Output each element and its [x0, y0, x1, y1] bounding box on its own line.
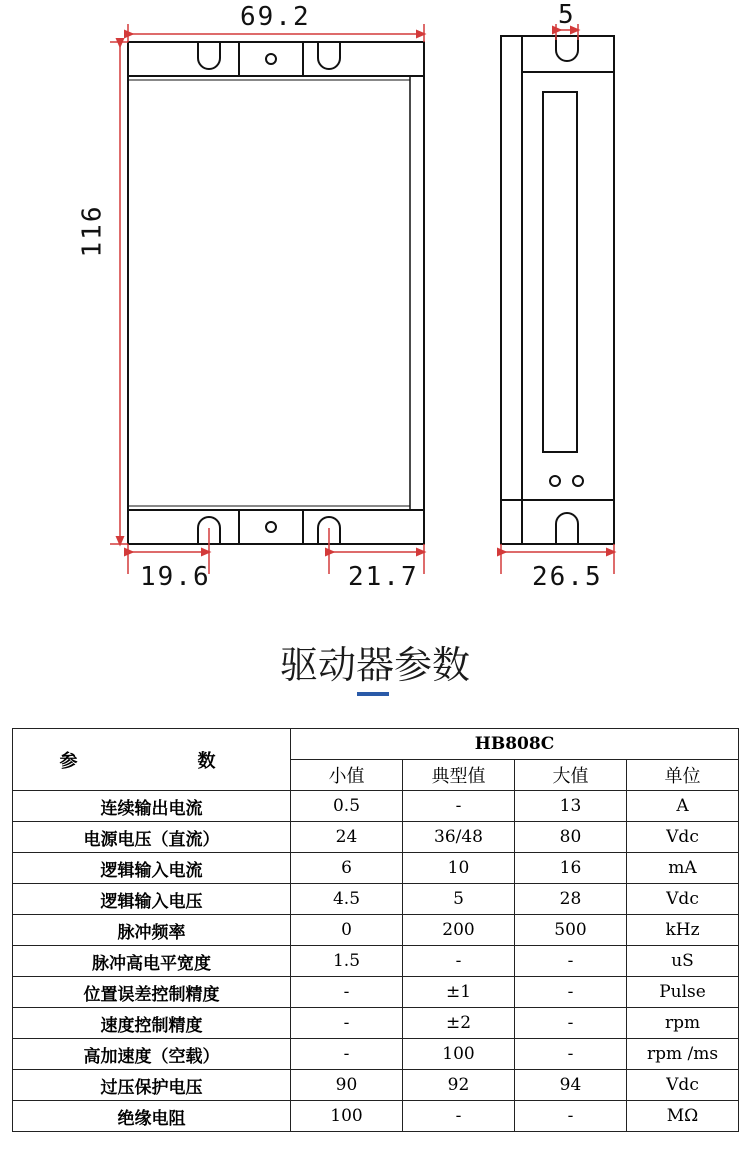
dimension-lines [110, 24, 614, 574]
table-row [13, 1101, 739, 1132]
subheader-max: 大值 [515, 760, 627, 791]
param-name-cell: 位置误差控制精度 [13, 977, 291, 1008]
param-name-cell: 连续输出电流 [13, 791, 291, 822]
bottom-mounting-tab [239, 510, 303, 544]
min-cell: 0.5 [291, 791, 403, 822]
dimension-height-label: 116 [77, 204, 108, 258]
param-name-cell: 逻辑输入电压 [13, 884, 291, 915]
table-row [13, 915, 739, 946]
unit-cell: rpm /ms [627, 1039, 739, 1070]
table-row [13, 1008, 739, 1039]
front-view [128, 42, 424, 544]
typ-cell: - [403, 946, 515, 977]
typ-cell: ±2 [403, 1008, 515, 1039]
param-name-cell: 过压保护电压 [13, 1070, 291, 1101]
side-bottom-slot [556, 513, 578, 544]
table-row [13, 853, 739, 884]
typ-cell: 100 [403, 1039, 515, 1070]
dimension-slot-label: 5 [558, 0, 576, 30]
min-cell: - [291, 1039, 403, 1070]
unit-cell: rpm [627, 1008, 739, 1039]
param-name-cell: 速度控制精度 [13, 1008, 291, 1039]
min-cell: - [291, 977, 403, 1008]
max-cell: 500 [515, 915, 627, 946]
typ-cell: 10 [403, 853, 515, 884]
param-name-cell: 高加速度（空载） [13, 1039, 291, 1070]
max-cell: - [515, 1101, 627, 1132]
led-2 [573, 476, 583, 486]
model-header-cell: HB808C [291, 729, 739, 760]
unit-cell: MΩ [627, 1101, 739, 1132]
param-name-cell: 脉冲频率 [13, 915, 291, 946]
led-1 [550, 476, 560, 486]
table-row [13, 822, 739, 853]
side-outline [501, 36, 614, 544]
unit-cell: Vdc [627, 884, 739, 915]
top-mount-hole [266, 54, 276, 64]
unit-cell: Vdc [627, 1070, 739, 1101]
unit-cell: kHz [627, 915, 739, 946]
max-cell: - [515, 1008, 627, 1039]
table-row [13, 946, 739, 977]
min-cell: 4.5 [291, 884, 403, 915]
unit-cell: Vdc [627, 822, 739, 853]
typ-cell: 200 [403, 915, 515, 946]
max-cell: - [515, 946, 627, 977]
subheader-typ: 典型值 [403, 760, 515, 791]
dimension-bottom-right-label: 21.7 [348, 562, 419, 592]
table-header-row [13, 729, 739, 760]
table-row [13, 977, 739, 1008]
subheader-unit: 单位 [627, 760, 739, 791]
min-cell: 1.5 [291, 946, 403, 977]
dimension-bottom-left-label: 19.6 [140, 562, 211, 592]
dimension-width-label: 69.2 [240, 2, 311, 32]
param-name-cell: 绝缘电阻 [13, 1101, 291, 1132]
min-cell: 100 [291, 1101, 403, 1132]
spec-table [12, 728, 739, 1132]
top-mounting-tab [239, 42, 303, 76]
param-header-cell: 参 数 [13, 729, 291, 791]
top-right-slot [318, 42, 340, 69]
subheader-min: 小值 [291, 760, 403, 791]
side-view [501, 36, 614, 544]
typ-cell: 36/48 [403, 822, 515, 853]
side-top-slot [556, 36, 578, 61]
table-row [13, 791, 739, 822]
bottom-mount-hole [266, 522, 276, 532]
min-cell: - [291, 1008, 403, 1039]
dimension-depth-label: 26.5 [532, 562, 603, 592]
max-cell: - [515, 1039, 627, 1070]
min-cell: 24 [291, 822, 403, 853]
max-cell: 16 [515, 853, 627, 884]
unit-cell: mA [627, 853, 739, 884]
min-cell: 6 [291, 853, 403, 884]
typ-cell: ±1 [403, 977, 515, 1008]
title-underline [357, 692, 389, 696]
unit-cell: uS [627, 946, 739, 977]
table-row [13, 1039, 739, 1070]
typ-cell: 5 [403, 884, 515, 915]
top-left-slot [198, 42, 220, 69]
max-cell: 80 [515, 822, 627, 853]
min-cell: 90 [291, 1070, 403, 1101]
table-row [13, 1070, 739, 1101]
typ-cell: 92 [403, 1070, 515, 1101]
typ-cell: - [403, 1101, 515, 1132]
max-cell: 13 [515, 791, 627, 822]
table-row [13, 884, 739, 915]
max-cell: 28 [515, 884, 627, 915]
terminal-block [543, 92, 577, 452]
min-cell: 0 [291, 915, 403, 946]
unit-cell: Pulse [627, 977, 739, 1008]
typ-cell: - [403, 791, 515, 822]
max-cell: 94 [515, 1070, 627, 1101]
param-name-cell: 电源电压（直流） [13, 822, 291, 853]
section-title: 驱动器参数 [279, 643, 470, 687]
unit-cell: A [627, 791, 739, 822]
max-cell: - [515, 977, 627, 1008]
front-outline [128, 42, 424, 544]
param-name-cell: 脉冲高电平宽度 [13, 946, 291, 977]
param-name-cell: 逻辑输入电流 [13, 853, 291, 884]
